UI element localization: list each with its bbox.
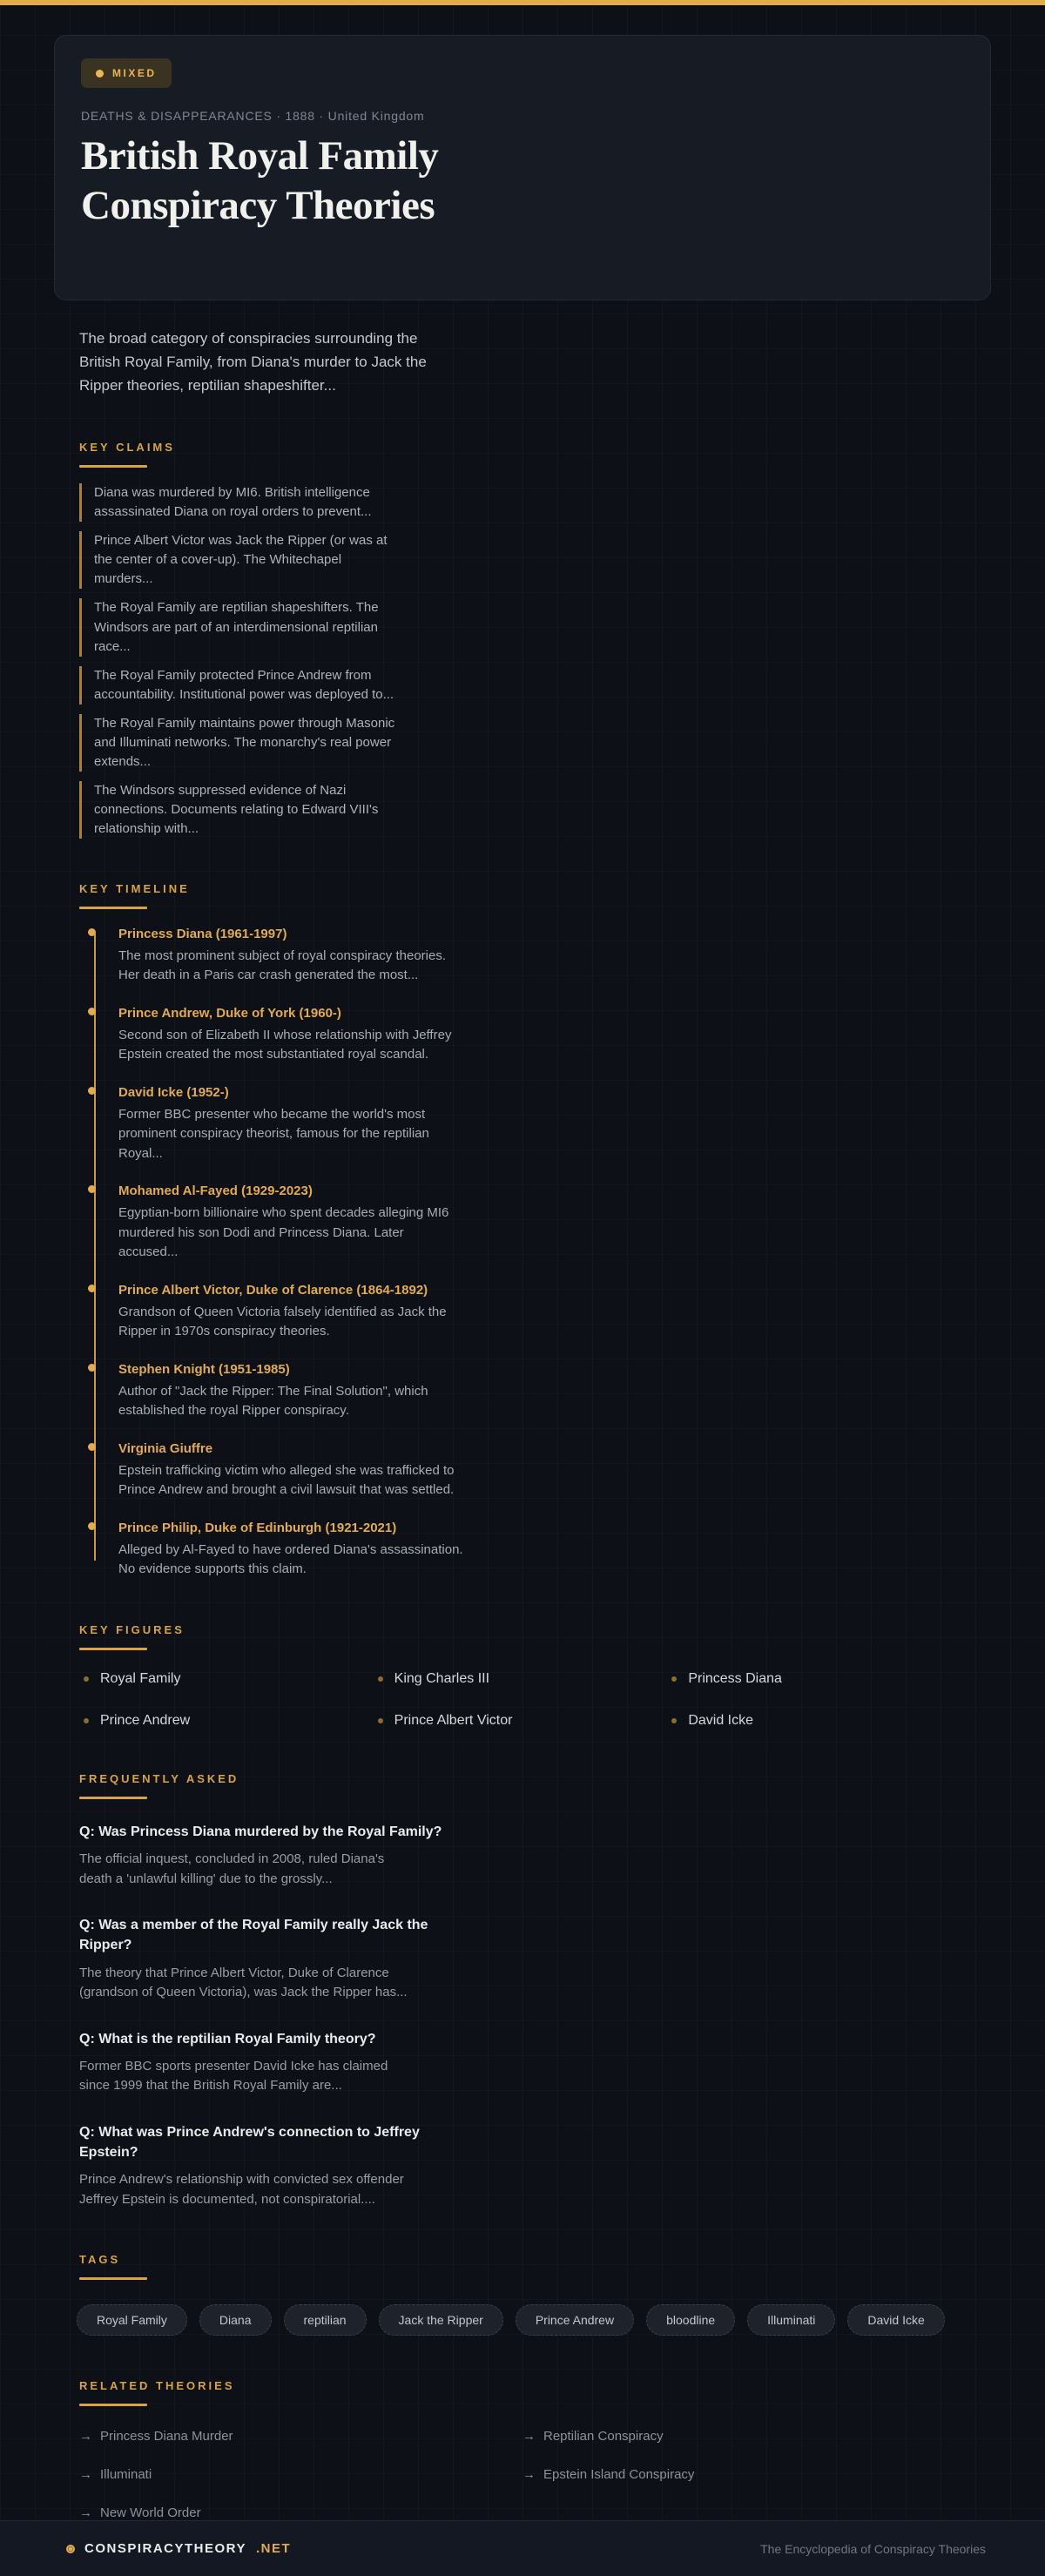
timeline-item-description: Egyptian-born billionaire who spent decades alleging MI6 murdered his son Dodi and Princess Diana. Later accused... (118, 1205, 449, 1260)
related-theory-link[interactable] (522, 2429, 966, 2444)
related-theory-link[interactable] (79, 2467, 522, 2482)
claim-item: The Royal Family protected Prince Andrew from accountability. Institutional power was deployed to... (79, 666, 401, 705)
section-key-figures (79, 1623, 966, 1729)
related-list (79, 2429, 966, 2520)
faq-list (79, 1822, 966, 2209)
theory-summary: The broad category of conspiracies surrounding the British Royal Family, from Diana's murder to Jack the Ripper theories, reptilian shapeshifter... (79, 329, 427, 394)
figure-item (378, 1671, 672, 1687)
faq-question: Q: Was Princess Diana murdered by the Royal Family? (79, 1824, 442, 1839)
tag-pill[interactable]: Prince Andrew (516, 2304, 634, 2336)
arrow-right-icon: → (522, 2467, 536, 2483)
arrow-right-icon: → (79, 2429, 92, 2445)
figure-name: Prince Andrew (100, 1712, 191, 1728)
timeline-item (118, 1441, 966, 1500)
timeline-item-description: Author of "Jack the Ripper: The Final Solution", which established the royal Ripper conspiracy. (118, 1383, 428, 1419)
claims-list (79, 483, 966, 839)
key-timeline-heading: KEY TIMELINE (79, 882, 966, 909)
faq-heading: FREQUENTLY ASKED (79, 1772, 966, 1799)
section-key-timeline (79, 882, 966, 1580)
figure-item (84, 1713, 378, 1729)
claim-item: Prince Albert Victor was Jack the Ripper (or was at the center of a cover-up). The Whitechapel murders... (79, 531, 401, 589)
timeline-item (118, 1006, 966, 1065)
arrow-right-icon: → (79, 2467, 92, 2483)
timeline-item (118, 1283, 966, 1342)
related-theory-label: Illuminati (100, 2467, 152, 2483)
figure-name: Princess Diana (688, 1670, 782, 1686)
site-logo-link[interactable] (66, 2541, 291, 2556)
related-theory-link[interactable] (79, 2505, 522, 2520)
timeline-item (118, 1183, 966, 1263)
page-content (0, 5, 1045, 2520)
figure-item (378, 1713, 672, 1729)
timeline-node-icon (88, 1285, 96, 1292)
faq-question: Q: Was a member of the Royal Family really Jack the Ripper? (79, 1918, 428, 1953)
claim-item: Diana was murdered by MI6. British intelligence assassinated Diana on royal orders to prevent... (79, 483, 401, 522)
tag-pill[interactable]: Jack the Ripper (379, 2304, 503, 2336)
site-tagline: The Encyclopedia of Conspiracy Theories (760, 2541, 986, 2556)
hero-card (54, 35, 991, 300)
brand-name: CONSPIRACYTHEORY (84, 2541, 246, 2557)
bullet-dot-icon (671, 1676, 677, 1682)
faq-item (79, 1915, 966, 2002)
timeline-list (79, 927, 966, 1580)
timeline-item-title: Prince Philip, Duke of Edinburgh (1921-2021) (118, 1520, 397, 1535)
timeline-item-description: The most prominent subject of royal conspiracy theories. Her death in a Paris car crash generated the most... (118, 947, 447, 983)
section-tags (79, 2253, 966, 2336)
faq-answer: Former BBC sports presenter David Icke has claimed since 1999 that the British Royal Family are... (79, 2058, 388, 2094)
timeline-node-icon (88, 1443, 96, 1451)
timeline-node-icon (88, 928, 96, 936)
timeline-item-title: Princess Diana (1961-1997) (118, 926, 287, 941)
bullet-dot-icon (378, 1718, 383, 1723)
timeline-item (118, 1085, 966, 1164)
timeline-item-title: Prince Albert Victor, Duke of Clarence (1864-1892) (118, 1282, 428, 1298)
key-figures-heading: KEY FIGURES (79, 1623, 966, 1650)
bullet-dot-icon (378, 1676, 383, 1682)
claim-item: The Royal Family maintains power through Masonic and Illuminati networks. The monarchy's real power extends... (79, 714, 401, 772)
section-faq (79, 1772, 966, 2209)
bullet-dot-icon (671, 1718, 677, 1723)
claim-item: The Windsors suppressed evidence of Nazi connections. Documents relating to Edward VIII's relationship with... (79, 781, 401, 839)
timeline-item (118, 1362, 966, 1421)
tag-pill[interactable]: Royal Family (77, 2304, 187, 2336)
tag-pill[interactable]: reptilian (284, 2304, 367, 2336)
related-heading: RELATED THEORIES (79, 2379, 966, 2406)
timeline-node-icon (88, 1087, 96, 1095)
timeline-node-icon (88, 1522, 96, 1530)
key-claims-heading: KEY CLAIMS (79, 441, 966, 468)
status-badge (81, 58, 172, 88)
figure-item (84, 1671, 378, 1687)
timeline-node-icon (88, 1364, 96, 1372)
timeline-item-title: Mohamed Al-Fayed (1929-2023) (118, 1183, 313, 1199)
timeline-item-description: Epstein trafficking victim who alleged she was trafficked to Prince Andrew and brought a civil lawsuit that was settled. (118, 1462, 455, 1498)
breadcrumb-category-line: DEATHS & DISAPPEARANCES · 1888 · United Kingdom (81, 109, 425, 123)
faq-item (79, 2029, 966, 2096)
figure-item (671, 1713, 966, 1729)
figure-name: David Icke (688, 1712, 754, 1728)
figure-item (671, 1671, 966, 1687)
faq-item (79, 2122, 966, 2209)
tag-pill[interactable]: David Icke (847, 2304, 944, 2336)
figure-name: Royal Family (100, 1670, 181, 1686)
related-theory-label: New World Order (100, 2505, 201, 2521)
section-related (79, 2379, 966, 2520)
figures-list (79, 1671, 966, 1729)
timeline-item (118, 1521, 966, 1580)
related-theory-label: Epstein Island Conspiracy (543, 2467, 695, 2483)
status-badge-label: MIXED (112, 67, 157, 79)
timeline-item-description: Second son of Elizabeth II whose relationship with Jeffrey Epstein created the most substantiated royal scandal. (118, 1027, 452, 1062)
claim-item: The Royal Family are reptilian shapeshifters. The Windsors are part of an interdimensional reptilian race... (79, 598, 401, 656)
figure-name: Prince Albert Victor (394, 1712, 513, 1728)
tags-row (77, 2304, 966, 2336)
timeline-node-icon (88, 1185, 96, 1193)
related-theory-label: Reptilian Conspiracy (543, 2429, 664, 2445)
tag-pill[interactable]: Illuminati (747, 2304, 835, 2336)
bullet-dot-icon (84, 1676, 89, 1682)
faq-question: Q: What is the reptilian Royal Family theory? (79, 2031, 376, 2047)
related-theory-label: Princess Diana Murder (100, 2429, 233, 2445)
timeline-node-icon (88, 1008, 96, 1015)
faq-item (79, 1822, 966, 1889)
arrow-right-icon: → (79, 2505, 92, 2521)
tag-pill[interactable]: Diana (199, 2304, 272, 2336)
figure-name: King Charles III (394, 1670, 490, 1686)
timeline-item-description: Grandson of Queen Victoria falsely identified as Jack the Ripper in 1970s conspiracy theories. (118, 1304, 447, 1339)
related-theory-link[interactable] (79, 2429, 522, 2444)
faq-question: Q: What was Prince Andrew's connection to Jeffrey Epstein? (79, 2124, 420, 2160)
status-dot-icon (96, 70, 104, 78)
tags-heading: TAGS (79, 2253, 966, 2280)
timeline-item-title: Prince Andrew, Duke of York (1960-) (118, 1005, 341, 1021)
faq-answer: Prince Andrew's relationship with convicted sex offender Jeffrey Epstein is documented, not conspiratorial.... (79, 2172, 404, 2207)
timeline-item (118, 927, 966, 986)
tag-pill[interactable]: bloodline (646, 2304, 735, 2336)
section-key-claims (79, 441, 966, 839)
bullet-dot-icon (84, 1718, 89, 1723)
eye-target-logo-icon (66, 2545, 75, 2553)
page-title: British Royal Family Conspiracy Theories (81, 133, 439, 229)
timeline-item-description: Alleged by Al-Fayed to have ordered Diana's assassination. No evidence supports this claim. (118, 1541, 463, 1577)
timeline-item-description: Former BBC presenter who became the world's most prominent conspiracy theorist, famous for the reptilian Royal... (118, 1106, 429, 1161)
arrow-right-icon: → (522, 2429, 536, 2445)
brand-tld: .NET (255, 2541, 292, 2557)
faq-answer: The official inquest, concluded in 2008, ruled Diana's death a 'unlawful killing' due to the grossly... (79, 1851, 385, 1886)
site-footer (0, 2520, 1045, 2576)
timeline-item-title: David Icke (1952-) (118, 1084, 229, 1100)
timeline-item-title: Stephen Knight (1951-1985) (118, 1361, 290, 1377)
related-theory-link[interactable] (522, 2467, 966, 2482)
faq-answer: The theory that Prince Albert Victor, Duke of Clarence (grandson of Queen Victoria), was Jack the Ripper has... (79, 1965, 408, 2000)
timeline-item-title: Virginia Giuffre (118, 1440, 213, 1456)
